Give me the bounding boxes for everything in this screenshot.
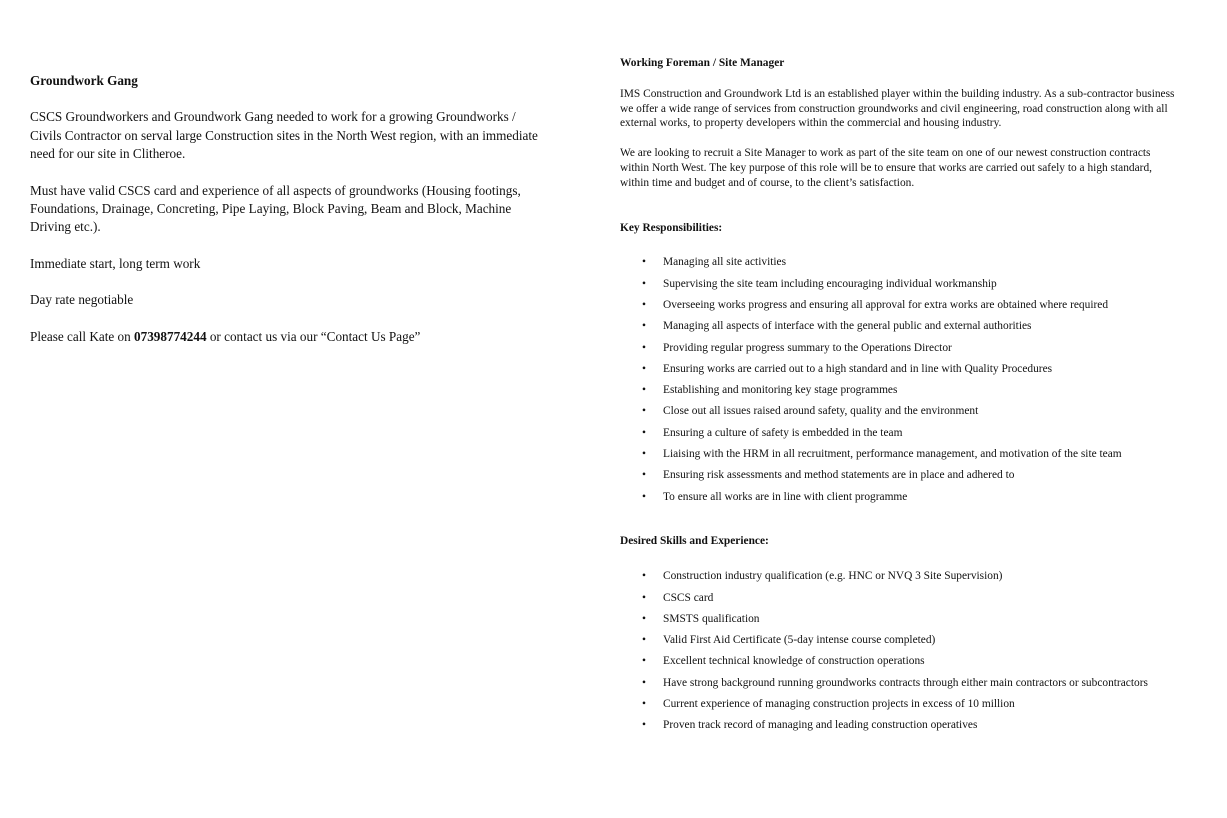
contact-suffix: or contact us via our “Contact Us Page”: [206, 328, 421, 344]
responsibility-item-text: Liaising with the HRM in all recruitment, performance management, and motivation of the site team: [663, 448, 1122, 461]
listing-title: Groundwork Gang: [30, 73, 138, 88]
bullet-icon: •: [642, 612, 646, 625]
bullet-icon: •: [642, 256, 646, 269]
bullet-icon: •: [642, 298, 646, 311]
skill-item-text: Have strong background running groundworks contracts through either main contractors or subcontractors: [663, 676, 1148, 689]
responsibility-item: [620, 255, 1180, 270]
skill-item: [620, 718, 1180, 733]
skill-item: [620, 654, 1180, 669]
bullet-icon: •: [642, 469, 646, 482]
responsibility-item: [620, 404, 1180, 419]
responsibility-item-text: Providing regular progress summary to the Operations Director: [663, 341, 952, 354]
skill-item: [620, 676, 1180, 691]
groundwork-gang-listing: [30, 72, 550, 346]
skill-item-text: Construction industry qualification (e.g. HNC or NVQ 3 Site Supervision): [663, 570, 1003, 583]
responsibility-item: [620, 319, 1180, 334]
bullet-icon: •: [642, 405, 646, 418]
skill-item-text: Current experience of managing construction projects in excess of 10 million: [663, 698, 1015, 711]
responsibility-item: [620, 341, 1180, 356]
skill-item-text: Proven track record of managing and leading construction operatives: [663, 719, 978, 732]
responsibility-item-text: Managing all site activities: [663, 256, 787, 269]
skill-item: [620, 591, 1180, 606]
bullet-icon: •: [642, 320, 646, 333]
skills-list: [620, 569, 1180, 733]
responsibility-item-text: Overseeing works progress and ensuring all approval for extra works are obtained where required: [663, 298, 1109, 311]
listing-requirements: Must have valid CSCS card and experience of all aspects of groundworks (Housing footings, Foundations, Drainage, Concreting, Pipe Laying, Block Paving, Beam and Block, Machine Driving etc.).: [30, 182, 521, 235]
bullet-icon: •: [642, 591, 646, 604]
responsibility-item-text: Supervising the site team including encouraging individual workmanship: [663, 277, 997, 290]
skill-item-text: SMSTS qualification: [663, 612, 760, 625]
listing-contact: [30, 328, 550, 346]
skill-item: [620, 697, 1180, 712]
skills-heading: Desired Skills and Experience:: [620, 535, 769, 548]
responsibility-item-text: Close out all issues raised around safety, quality and the environment: [663, 405, 979, 418]
skill-item-text: Excellent technical knowledge of construction operations: [663, 655, 925, 668]
bullet-icon: •: [642, 634, 646, 647]
responsibility-item: [620, 383, 1180, 398]
role-intro: We are looking to recruit a Site Manager to work as part of the site team on one of our newest construction contracts within North West. The key purpose of this role will be to ensure that works are carried out safely to a high standard, within time and budget and of course, to the client’s satisfaction.: [620, 147, 1152, 189]
responsibilities-list: [620, 255, 1180, 504]
responsibility-item-text: Establishing and monitoring key stage programmes: [663, 384, 898, 397]
responsibility-item-text: Ensuring works are carried out to a high standard and in line with Quality Procedures: [663, 362, 1053, 375]
bullet-icon: •: [642, 426, 646, 439]
responsibility-item: [620, 362, 1180, 377]
bullet-icon: •: [642, 655, 646, 668]
bullet-icon: •: [642, 341, 646, 354]
responsibility-item-text: Ensuring a culture of safety is embedded in the team: [663, 426, 903, 439]
bullet-icon: •: [642, 570, 646, 583]
responsibility-item-text: Managing all aspects of interface with the general public and external authorities: [663, 320, 1032, 333]
bullet-icon: •: [642, 676, 646, 689]
skill-item: [620, 569, 1180, 584]
responsibility-item: [620, 490, 1180, 505]
listing-start: Immediate start, long term work: [30, 255, 201, 271]
job-title: Working Foreman / Site Manager: [620, 57, 785, 69]
skill-item-text: Valid First Aid Certificate (5-day intense course completed): [663, 634, 936, 647]
bullet-icon: •: [642, 698, 646, 711]
responsibility-item: [620, 426, 1180, 441]
contact-phone: 07398774244: [134, 328, 207, 344]
responsibility-item-text: Ensuring risk assessments and method statements are in place and adhered to: [663, 469, 1015, 482]
responsibility-item: [620, 468, 1180, 483]
skill-item-text: CSCS card: [663, 591, 714, 604]
responsibilities-heading: Key Responsibilities:: [620, 221, 723, 234]
listing-description: CSCS Groundworkers and Groundwork Gang needed to work for a growing Groundworks / Civils Contractor on serval large Construction sites in the North West region, with an immediate need for our site in Clitheroe.: [30, 109, 538, 162]
company-intro: IMS Construction and Groundwork Ltd is an established player within the building industry. As a sub-contractor business we offer a wide range of services from construction groundworks and civil engineering, road construction along with all external works, to property developers within the commercial and housing industry.: [620, 87, 1175, 130]
bullet-icon: •: [642, 277, 646, 290]
responsibility-item: [620, 447, 1180, 462]
bullet-icon: •: [642, 362, 646, 375]
bullet-icon: •: [642, 448, 646, 461]
bullet-icon: •: [642, 490, 646, 503]
responsibility-item-text: To ensure all works are in line with client programme: [663, 490, 908, 503]
bullet-icon: •: [642, 719, 646, 732]
bullet-icon: •: [642, 384, 646, 397]
contact-prefix: Please call Kate on: [30, 328, 134, 344]
responsibility-item: [620, 277, 1180, 292]
listing-rate: Day rate negotiable: [30, 292, 134, 308]
skill-item: [620, 612, 1180, 627]
site-manager-listing: [620, 56, 1180, 740]
skill-item: [620, 633, 1180, 648]
responsibility-item: [620, 298, 1180, 313]
